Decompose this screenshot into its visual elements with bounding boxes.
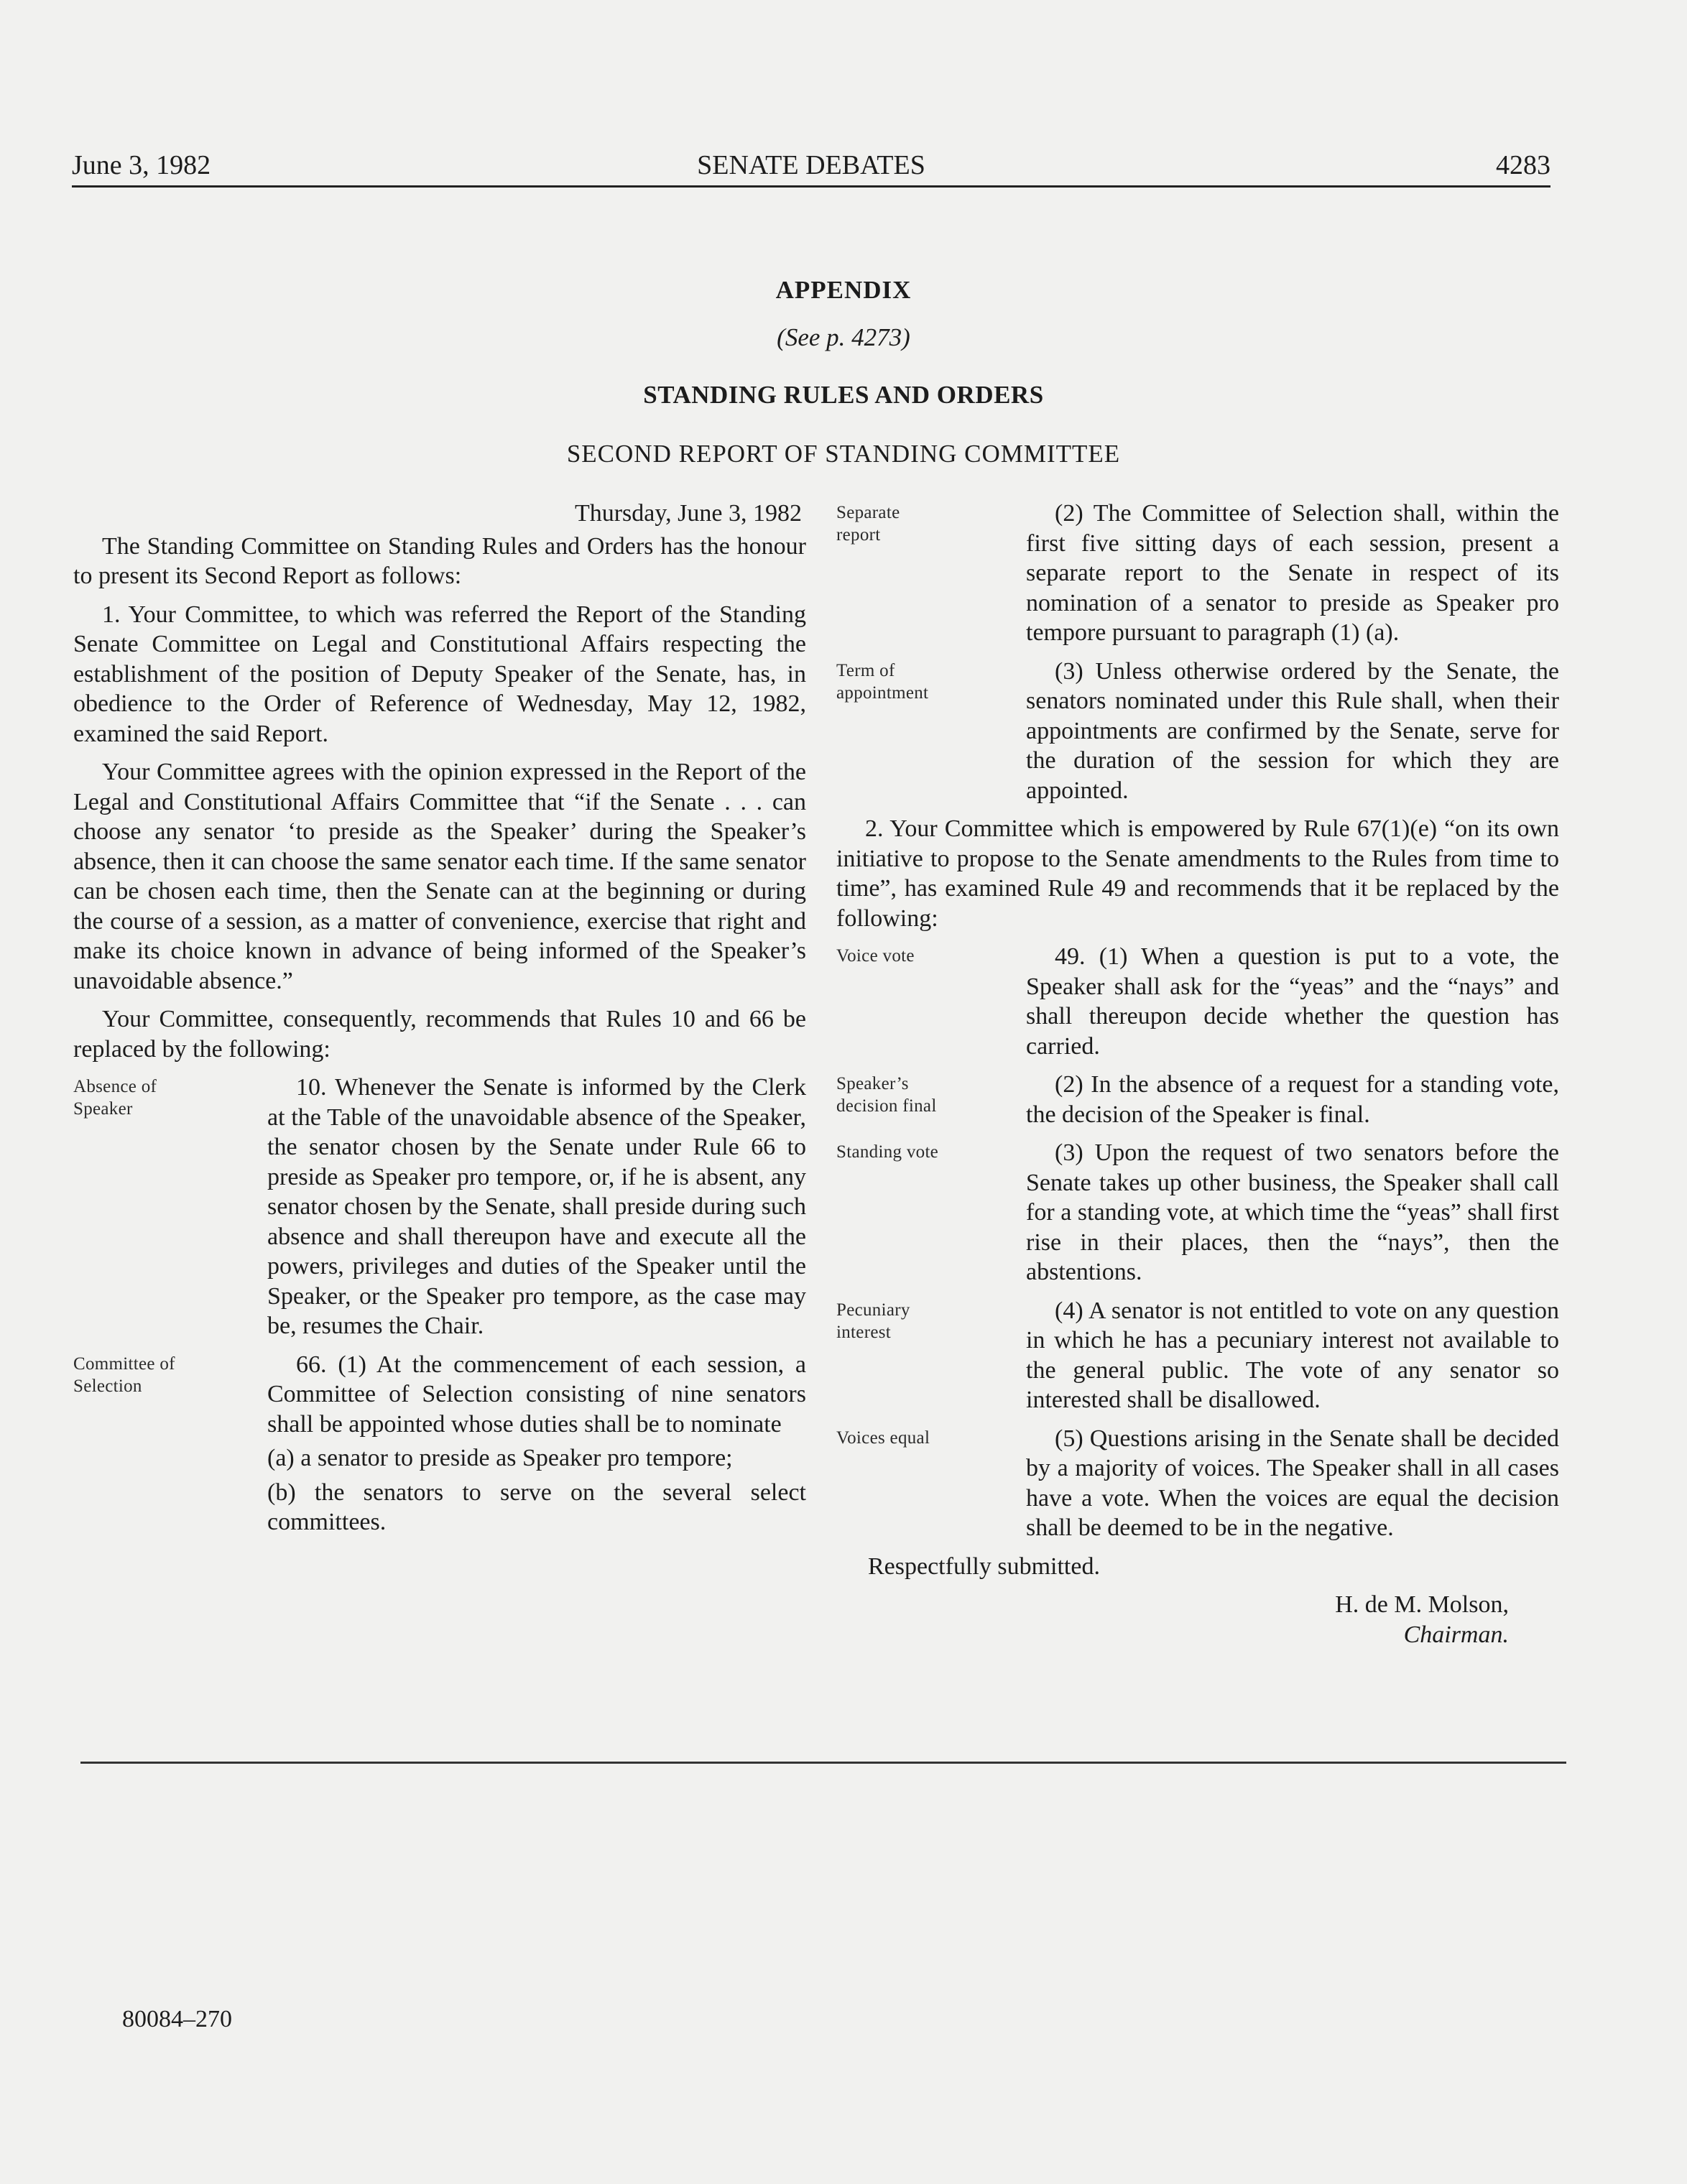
rule-49-2 xyxy=(836,1070,1559,1129)
rule-49-1 xyxy=(836,942,1559,1061)
rule-49-5 xyxy=(836,1424,1559,1543)
right-column xyxy=(836,499,1559,1649)
rule-49-2-text: (2) In the absence of a request for a standing vote, the decision of the Speaker is final. xyxy=(1026,1071,1559,1128)
see-reference: (See p. 4273) xyxy=(777,323,910,351)
header-page-number: 4283 xyxy=(1496,150,1550,180)
intro-paragraph: The Standing Committee on Standing Rules and Orders has the honour to present its Second Report as follows: xyxy=(73,532,806,589)
committee-heading: STANDING RULES AND ORDERS xyxy=(643,381,1044,409)
margin-note-term-of-appointment: Term of appointment xyxy=(836,660,929,703)
rule-10-text: 10. Whenever the Senate is informed by the Clerk at the Table of the unavoidable absence of the Speaker, the senator chosen by the Senate under Rule 66 to preside as Speaker pro tempore, or, if he is absent, any senator chosen by the Senate, shall preside during such absence and shall thereupon have and execute all the powers, privileges and duties of the Speaker until the Speaker, or the Speaker pro tempore, as the case may be, resumes the Chair. xyxy=(267,1074,806,1339)
rule-49-1-text: 49. (1) When a question is put to a vote, the Speaker shall ask for the “yeas” and the “nays” and shall thereupon decide whether the question has carried. xyxy=(1026,943,1559,1060)
print-code: 80084–270 xyxy=(122,2006,232,2032)
rule-66 xyxy=(73,1350,806,1537)
left-column xyxy=(73,499,806,1546)
rule-49-4 xyxy=(836,1296,1559,1415)
header-date: June 3, 1982 xyxy=(72,150,211,180)
header-divider xyxy=(72,185,1550,188)
margin-note-absence-of-speaker: Absence of Speaker xyxy=(73,1077,157,1119)
rule-66-text: 66. (1) At the commencement of each session, a Committee of Selection consisting of nine senators shall be appointed whose duties shall be to nominate xyxy=(267,1351,806,1438)
margin-note-voice-vote: Voice vote xyxy=(836,946,915,966)
rule-49-4-text: (4) A senator is not entitled to vote on any question in which he has a pecuniary interest not available to the general public. The vote of any senator so interested shall be disallowed. xyxy=(1026,1297,1559,1413)
item-2-paragraph: 2. Your Committee which is empowered by Rule 67(1)(e) “on its own initiative to propose to the Senate amendments to the Rules from time to time”, has examined Rule 49 and recommends that it be replaced by the following: xyxy=(836,815,1559,932)
margin-note-separate-report: Separate report xyxy=(836,503,900,545)
running-header xyxy=(72,149,1550,190)
report-dateline: Thursday, June 3, 1982 xyxy=(574,500,802,527)
rule-66-3 xyxy=(836,657,1559,806)
rule-66-2-text: (2) The Committee of Selection shall, within the first five sitting days of each session, present a separate report to the Senate in respect of its nomination of a senator to preside as Speaker pro tempore pursuant to paragraph (1) (a). xyxy=(1026,500,1559,646)
rule-10 xyxy=(73,1073,806,1341)
respectfully-submitted: Respectfully submitted. xyxy=(868,1553,1100,1580)
appendix-title: APPENDIX xyxy=(775,276,912,304)
rule-66-item-a: (a) a senator to preside as Speaker pro tempore; xyxy=(267,1445,733,1471)
header-title: SENATE DEBATES xyxy=(697,150,925,180)
rule-66-2 xyxy=(836,499,1559,648)
margin-note-committee-of-selection: Committee of Selection xyxy=(73,1354,175,1396)
margin-note-voices-equal: Voices equal xyxy=(836,1428,930,1448)
rule-66-item-b: (b) the senators to serve on the several select committees. xyxy=(267,1479,806,1535)
rule-66-3-text: (3) Unless otherwise ordered by the Senate, the senators nominated under this Rule shall, when their appointments are confirmed by the Senate, serve for the duration of the session for which they are appointed. xyxy=(1026,657,1559,804)
item-1-paragraph: 1. Your Committee, to which was referred the Report of the Standing Senate Committee on Legal and Constitutional Affairs respecting the establishment of the position of Deputy Speaker of the Senate, has, in obedience to the Order of Reference of Wednesday, May 12, 1982, examined the said Report. xyxy=(73,601,806,747)
footer-divider xyxy=(80,1762,1566,1764)
signer-name: H. de M. Molson, xyxy=(1335,1591,1509,1618)
margin-note-standing-vote: Standing vote xyxy=(836,1142,939,1162)
margin-note-speakers-decision-final: Speaker’s decision final xyxy=(836,1074,937,1116)
rule-49-3-text: (3) Upon the request of two senators before the Senate takes up other business, the Speaker shall call for a standing vote, at which time the “yeas” shall first rise in their places, then the “nays”, then the abstentions. xyxy=(1026,1139,1559,1285)
recommendation-paragraph: Your Committee, consequently, recommends that Rules 10 and 66 be replaced by the following: xyxy=(73,1006,806,1063)
rule-49-3 xyxy=(836,1138,1559,1287)
rule-49-5-text: (5) Questions arising in the Senate shall be decided by a majority of voices. The Speaker shall in all cases have a vote. When the voices are equal the decision shall be deemed to be in the negative. xyxy=(1026,1425,1559,1541)
opinion-paragraph: Your Committee agrees with the opinion expressed in the Report of the Legal and Constitutional Affairs Committee that “if the Senate . . . can choose any senator ‘to preside as the Speaker’ during the Speaker’s absence, then it can choose the same senator each time. If the same senator can be chosen each time, then the Senate can at the beginning or during the course of a session, as a matter of convenience, exercise that right and make its choice known in advance of being informed of the Speaker’s unavoidable absence.” xyxy=(73,759,806,994)
margin-note-pecuniary-interest: Pecuniary interest xyxy=(836,1300,910,1342)
signer-title: Chairman. xyxy=(1403,1621,1509,1648)
report-heading: SECOND REPORT OF STANDING COMMITTEE xyxy=(566,440,1121,468)
